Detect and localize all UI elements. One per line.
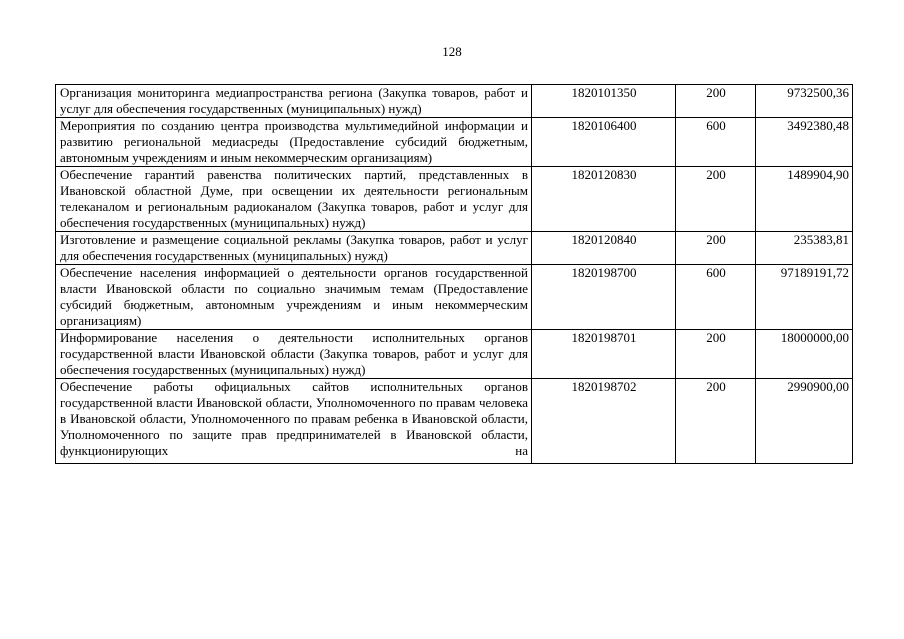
row-expense-type: 200	[676, 232, 756, 265]
table-row	[56, 379, 853, 464]
row-description-cell	[56, 379, 532, 464]
row-amount: 9732500,36	[756, 85, 853, 118]
row-description: Мероприятия по созданию центра производства мультимедийной информации и развитию региональной медиасреды (Предоставление субсидий бюджетным, автономным учреждениям и иным некоммерческим организациям)	[56, 118, 532, 167]
row-expense-type: 600	[676, 118, 756, 167]
row-description: Обеспечение населения информацией о деятельности органов государственной власти Ивановской области по социально значимым темам (Предоставление субсидий бюджетным, автономным учреждениям и иным некоммерческим организациям)	[56, 265, 532, 330]
row-amount: 97189191,72	[756, 265, 853, 330]
row-code: 1820198701	[532, 330, 676, 379]
row-amount: 235383,81	[756, 232, 853, 265]
row-amount: 1489904,90	[756, 167, 853, 232]
row-code: 1820120840	[532, 232, 676, 265]
table-row	[56, 232, 853, 265]
table-row	[56, 118, 853, 167]
table-row	[56, 330, 853, 379]
row-expense-type: 200	[676, 85, 756, 118]
row-code: 1820120830	[532, 167, 676, 232]
row-description: Обеспечение гарантий равенства политических партий, представленных в Ивановской областной Думе, при освещении их деятельности региональным телеканалом и региональным радиоканалом (Закупка товаров, работ и услуг для обеспечения государственных (муниципальных) нужд)	[56, 167, 532, 232]
row-code: 1820198702	[532, 379, 676, 464]
page-number: 128	[442, 44, 462, 59]
row-code: 1820198700	[532, 265, 676, 330]
table-row	[56, 85, 853, 118]
table-row	[56, 167, 853, 232]
row-expense-type: 600	[676, 265, 756, 330]
row-expense-type: 200	[676, 330, 756, 379]
row-description: Информирование населения о деятельности исполнительных органов государственной власти Ивановской области (Закупка товаров, работ и услуг для обеспечения государственных (муниципальных) нужд)	[56, 330, 532, 379]
row-amount: 2990900,00	[756, 379, 853, 464]
row-code: 1820106400	[532, 118, 676, 167]
row-amount: 3492380,48	[756, 118, 853, 167]
row-code: 1820101350	[532, 85, 676, 118]
table-row	[56, 265, 853, 330]
row-amount: 18000000,00	[756, 330, 853, 379]
row-expense-type: 200	[676, 167, 756, 232]
row-description: Изготовление и размещение социальной рекламы (Закупка товаров, работ и услуг для обеспечения государственных (муниципальных) нужд)	[56, 232, 532, 265]
row-description: Обеспечение работы официальных сайтов исполнительных органов государственной власти Ивановской области, Уполномоченного по правам человека в Ивановской области, Уполномоченного по правам ребенка в Ивановской области, Уполномоченного по защите прав предпринимателей в Ивановской области, функционирующих на	[60, 379, 528, 458]
row-description: Организация мониторинга медиапространства региона (Закупка товаров, работ и услуг для обеспечения государственных (муниципальных) нужд)	[56, 85, 532, 118]
budget-table	[55, 84, 853, 464]
row-expense-type: 200	[676, 379, 756, 464]
